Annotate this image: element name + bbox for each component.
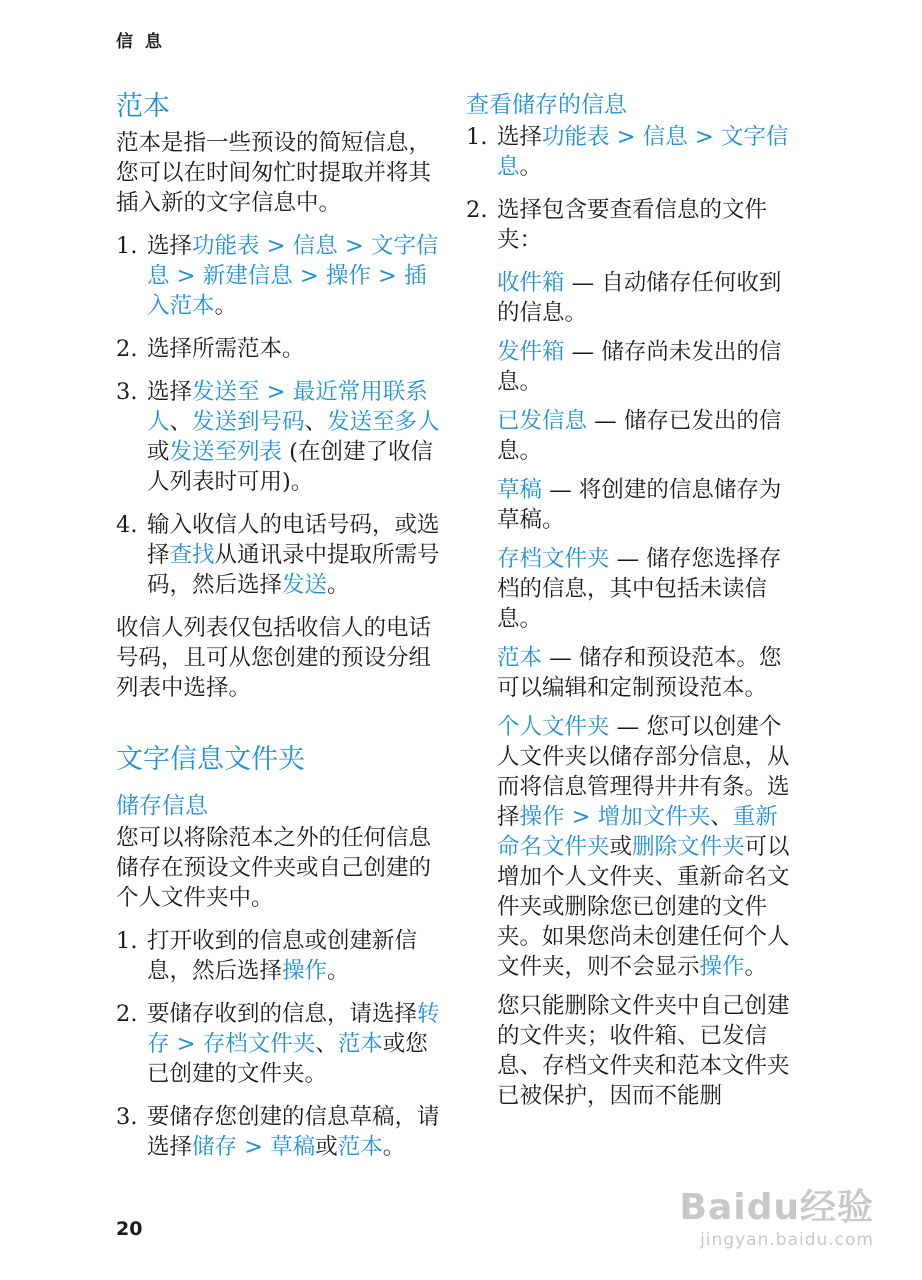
path-separator: > (609, 124, 643, 150)
step-text: 。 (327, 958, 350, 984)
path-separator: > (259, 379, 293, 405)
step-text: 从通讯录中提取所需号码，然后选择 (147, 542, 440, 598)
page-number: 20 (116, 1218, 143, 1240)
folder-description: — 储存尚未发出的信息。 (497, 339, 782, 395)
heading-save-messages: 储存信息 (116, 793, 208, 819)
path-separator: > (169, 1031, 203, 1057)
menu-link: 查找 (169, 542, 215, 568)
folder-description: 可以增加个人文件夹、重新命名文件夹或删除您已创建的文件夹。如果您尚未创建任何个人文件夹，则不会显示 (497, 834, 790, 980)
list-item (466, 122, 796, 182)
step-text: 或 (147, 439, 170, 465)
heading-templates: 范本 (116, 91, 170, 122)
save-steps (116, 926, 446, 1162)
path-separator: > (564, 804, 598, 830)
menu-link: 重新命名文件夹 (497, 804, 778, 860)
menu-link: 操作 (325, 263, 371, 289)
path-separator: > (259, 233, 293, 259)
folder-description: 或 (609, 834, 633, 860)
list-item (116, 1102, 446, 1162)
list-item (466, 195, 796, 255)
menu-link: 范本 (337, 1134, 383, 1160)
step-text: 选择 (147, 233, 193, 259)
step-number: 1. (116, 233, 138, 259)
step-text: 。 (382, 1134, 406, 1160)
list-item (116, 926, 446, 986)
step-text: 或您已创建的文件夹。 (147, 1031, 428, 1087)
step-text: 输入收信人的电话号码，或选择 (147, 512, 440, 568)
folder-term: 收件箱 (497, 270, 565, 296)
folder-term: 草稿 (497, 477, 543, 503)
menu-link: 储存 (192, 1134, 238, 1160)
definition-item-personal (466, 712, 796, 982)
menu-link: 功能表 (192, 233, 260, 259)
folder-term: 发件箱 (497, 339, 565, 365)
folder-definitions (466, 268, 796, 1111)
folder-description: — 储存和预设范本。您可以编辑和定制预设范本。 (497, 645, 782, 701)
watermark (680, 1179, 874, 1250)
folder-description: — 储存已发出的信息。 (497, 408, 782, 464)
step-number: 1. (466, 124, 488, 150)
list-item (116, 510, 446, 600)
menu-link: 操作 (282, 958, 328, 984)
heading-view-stored: 查看储存的信息 (466, 92, 627, 118)
definition-item (466, 337, 796, 397)
step-text: 、 (315, 1031, 338, 1057)
menu-link: 文字信息 (497, 124, 789, 180)
step-number: 2. (466, 197, 488, 223)
list-item (116, 334, 446, 364)
step-text: 。 (327, 572, 350, 598)
step-text: 或 (315, 1134, 338, 1160)
menu-link: 插入范本 (147, 263, 427, 319)
folder-description: — 将创建的信息储存为草稿。 (497, 477, 782, 533)
view-steps (466, 122, 796, 255)
step-number: 4. (116, 512, 138, 538)
path-separator: > (370, 263, 405, 289)
menu-link: 删除文件夹 (632, 834, 745, 860)
step-text: 选择所需范本。 (147, 336, 305, 362)
list-item (116, 377, 446, 497)
path-separator: > (337, 233, 371, 259)
step-text: 。 (214, 293, 238, 319)
right-column (466, 90, 796, 1120)
step-text: 、 (304, 409, 328, 435)
step-number: 1. (116, 928, 138, 954)
definition-item (466, 643, 796, 703)
templates-intro: 范本是指一些预设的简短信息，您可以在时间匆忙时提取并将其插入新的文字信息中。 (116, 130, 432, 216)
step-text: 选择 (147, 379, 193, 405)
menu-link: 操作 (519, 804, 565, 830)
folder-description: 、 (710, 804, 733, 830)
step-text: 打开收到的信息或创建新信息，然后选择 (147, 928, 418, 984)
menu-link: 范本 (337, 1031, 383, 1057)
folder-term: 已发信息 (497, 408, 588, 434)
menu-link: 操作 (699, 954, 745, 980)
menu-link: 存档文件夹 (202, 1031, 316, 1057)
path-separator: > (237, 1134, 271, 1160)
menu-link: 信息 (642, 124, 688, 150)
path-separator: > (292, 263, 326, 289)
running-head: 信 息 (116, 32, 165, 52)
folder-description: — 您可以创建个人文件夹以储存部分信息，从而将信息管理得井井有条。选择 (497, 714, 790, 830)
menu-link: 草稿 (270, 1134, 316, 1160)
templates-steps (116, 231, 446, 600)
step-text: 选择 (497, 124, 543, 150)
watermark-logo: Baidu经验 (679, 1187, 874, 1228)
step-text: 。 (519, 154, 543, 180)
folder-term: 个人文件夹 (497, 714, 610, 740)
definition-item (466, 544, 796, 634)
definition-item (466, 406, 796, 466)
step-text: 要储存收到的信息，请选择 (147, 1001, 418, 1027)
step-text: 选择包含要查看信息的文件夹： (497, 197, 768, 253)
folder-description: 。 (744, 954, 768, 980)
step-number: 3. (116, 379, 138, 405)
step-number: 3. (116, 1104, 138, 1130)
menu-link: 发送至多人 (327, 409, 440, 435)
heading-text-folders: 文字信息文件夹 (116, 744, 305, 775)
list-item (116, 999, 446, 1089)
menu-link: 发送到号码 (192, 409, 305, 435)
menu-link: 文字信息 (147, 233, 439, 289)
menu-link: 发送至 (192, 379, 260, 405)
folder-description: — 储存您选择存档的信息，其中包括未读信息。 (497, 546, 782, 632)
step-number: 2. (116, 336, 138, 362)
path-separator: > (169, 263, 203, 289)
step-text: 要储存您创建的信息草稿，请选择 (147, 1104, 440, 1160)
list-item (116, 231, 446, 321)
definition-item (466, 268, 796, 328)
left-column (116, 90, 446, 1175)
delete-note: 您只能删除文件夹中自己创建的文件夹；收件箱、已发信息、存档文件夹和范本文件夹已被保护，因而不能删 (497, 993, 790, 1109)
step-text: (在创建了收信人列表时可用)。 (147, 439, 433, 495)
menu-link: 新建信息 (202, 263, 293, 289)
path-separator: > (687, 124, 721, 150)
folder-term: 存档文件夹 (497, 546, 610, 572)
menu-link: 功能表 (542, 124, 610, 150)
step-number: 2. (116, 1001, 138, 1027)
menu-link: 发送至列表 (169, 439, 283, 465)
menu-link: 发送 (282, 572, 328, 598)
menu-link: 转存 (147, 1001, 440, 1057)
definition-item (466, 475, 796, 535)
step-text: 、 (169, 409, 193, 435)
watermark-url: jingyan.baidu.com (700, 1230, 874, 1250)
list-note: 收信人列表仅包括收信人的电话号码，且可从您创建的预设分组列表中选择。 (116, 615, 432, 701)
menu-link: 最近常用联系人 (147, 379, 428, 435)
folder-description: — 自动储存任何收到的信息。 (497, 270, 782, 326)
menu-link: 信息 (292, 233, 338, 259)
menu-link: 增加文件夹 (597, 804, 711, 830)
save-intro: 您可以将除范本之外的任何信息储存在预设文件夹或自己创建的个人文件夹中。 (116, 825, 432, 911)
folder-term: 范本 (497, 645, 543, 671)
